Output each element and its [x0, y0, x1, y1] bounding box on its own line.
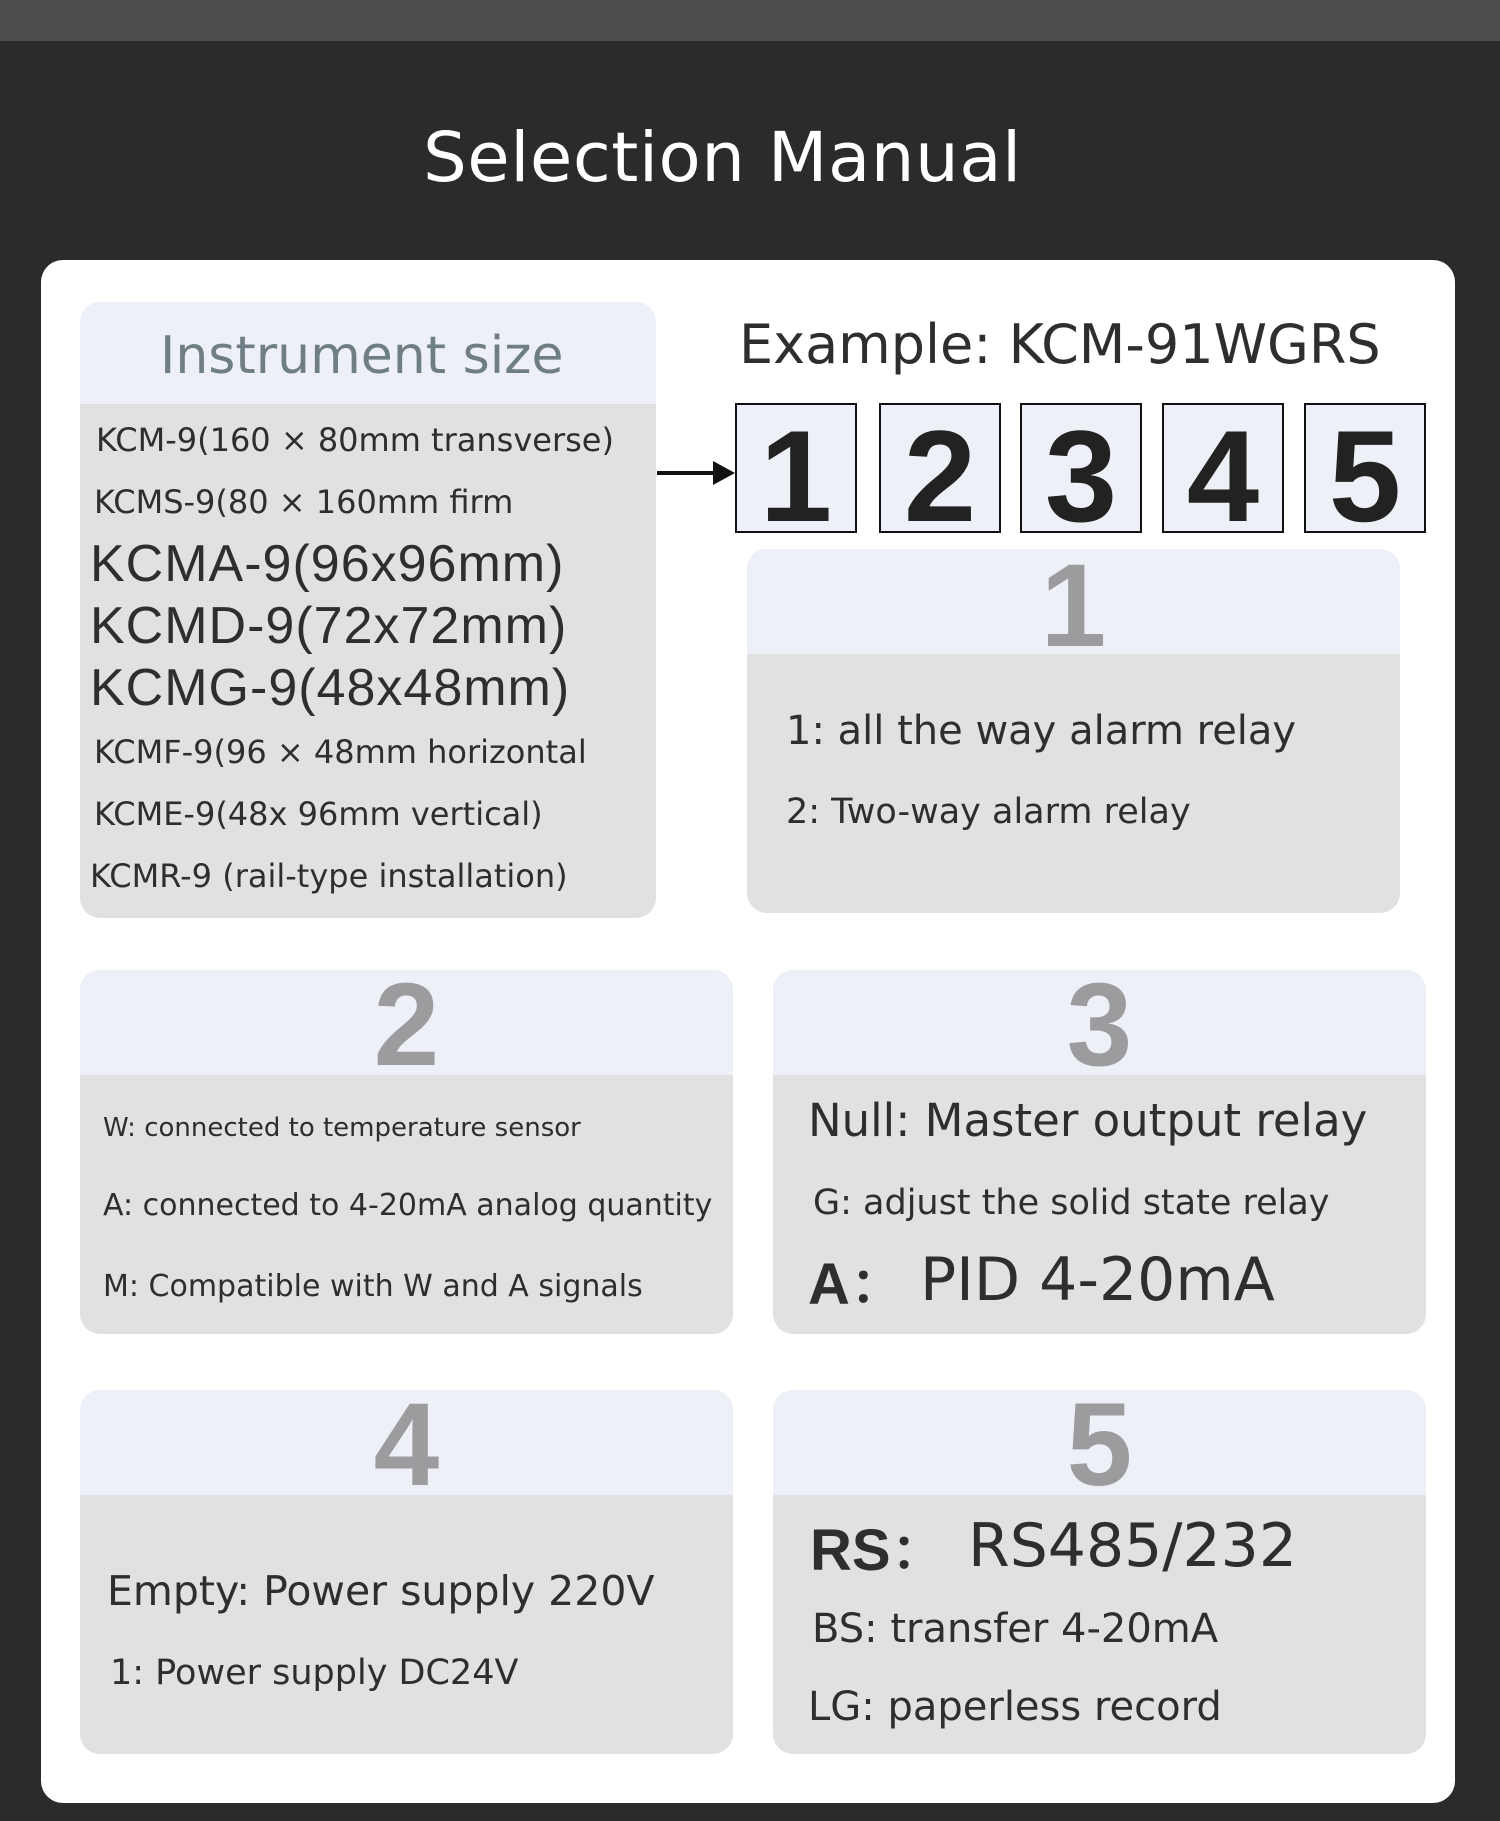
- section-1-card: [747, 549, 1400, 913]
- section-3-card: [773, 970, 1426, 1334]
- example-label: Example: KCM-91WGRS: [739, 313, 1381, 376]
- section-3-line-2: G: adjust the solid state relay: [813, 1183, 1330, 1223]
- size-item-kcmf: KCMF-9(96 × 48mm horizontal: [94, 733, 587, 771]
- digit-box-1: [735, 403, 857, 549]
- size-item-kcmr: KCMR-9 (rail-type installation): [90, 857, 568, 895]
- size-item-kcms: KCMS-9(80 × 160mm firm: [94, 483, 514, 521]
- section-4-line-1: Empty: Power supply 220V: [107, 1567, 655, 1615]
- section-5-card: [773, 1390, 1426, 1754]
- size-item-kcm: KCM-9(160 × 80mm transverse): [96, 421, 614, 459]
- digit-4: 4: [1186, 403, 1260, 549]
- section-2-line-2: A: connected to 4-20mA analog quantity: [103, 1188, 713, 1223]
- digit-box-4: [1162, 403, 1284, 549]
- instrument-size-card: [80, 302, 656, 918]
- section-4-card: [80, 1390, 733, 1754]
- digit-5: 5: [1328, 403, 1402, 549]
- section-4-line-2: 1: Power supply DC24V: [110, 1653, 519, 1693]
- digit-1: 1: [759, 403, 833, 549]
- instrument-size-heading: Instrument size: [160, 326, 564, 386]
- section-5-line-2: BS: transfer 4-20mA: [812, 1606, 1219, 1652]
- section-3-number: 3: [1066, 970, 1133, 1091]
- top-bar: [0, 0, 1500, 41]
- size-item-kcmg: KCMG-9(48x48mm): [90, 659, 571, 717]
- size-item-kcma: KCMA-9(96x96mm): [90, 535, 565, 593]
- digit-3: 3: [1044, 403, 1118, 549]
- size-item-kcme: KCME-9(48x 96mm vertical): [94, 795, 543, 833]
- digit-box-5: [1304, 403, 1426, 549]
- section-3-line-3-label: A：: [808, 1252, 908, 1317]
- section-4-number: 4: [373, 1390, 440, 1511]
- section-5-line-1-label: RS：: [810, 1518, 949, 1583]
- digit-box-2: [879, 403, 1001, 549]
- section-5-line-1-value: RS485/232: [968, 1511, 1298, 1581]
- section-1-number: 1: [1040, 549, 1107, 672]
- section-5-number: 5: [1066, 1390, 1133, 1511]
- digit-box-3: [1020, 403, 1142, 549]
- section-3-line-3-value: PID 4-20mA: [920, 1245, 1275, 1315]
- digit-2: 2: [903, 403, 977, 549]
- section-2-number: 2: [373, 970, 440, 1091]
- section-2-line-1: W: connected to temperature sensor: [103, 1113, 581, 1143]
- section-5-line-3: LG: paperless record: [808, 1684, 1222, 1730]
- section-2-card: [80, 970, 733, 1334]
- section-3-line-1: Null: Master output relay: [808, 1094, 1368, 1147]
- section-1-line-2: 2: Two-way alarm relay: [786, 792, 1191, 832]
- size-item-kcmd: KCMD-9(72x72mm): [90, 597, 568, 655]
- page-title: Selection Manual: [423, 118, 1022, 198]
- arrow-right-icon: [657, 455, 735, 491]
- section-1-line-1: 1: all the way alarm relay: [786, 708, 1297, 754]
- section-2-line-3: M: Compatible with W and A signals: [103, 1269, 643, 1304]
